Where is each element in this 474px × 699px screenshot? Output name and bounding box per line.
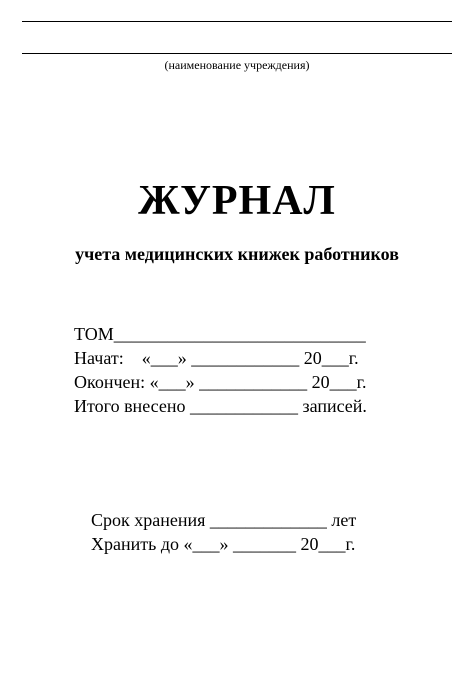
document-title: ЖУРНАЛ — [138, 178, 336, 224]
institution-caption: (наименование учреждения) — [164, 58, 310, 72]
institution-name-line-top — [22, 21, 452, 22]
storage-period-field: Срок хранения _____________ лет — [91, 510, 357, 530]
total-records-field: Итого внесено ____________ записей. — [74, 396, 367, 416]
keep-until-field: Хранить до «___» _______ 20___г. — [91, 534, 356, 554]
institution-name-line-bottom — [22, 53, 452, 54]
finished-date-field: Окончен: «___» ____________ 20___г. — [74, 372, 367, 392]
document-subtitle: учета медицинских книжек работников — [75, 244, 399, 264]
started-date-field: Начат: «___» ____________ 20___г. — [74, 348, 359, 368]
volume-field: ТОМ____________________________ — [74, 324, 366, 344]
